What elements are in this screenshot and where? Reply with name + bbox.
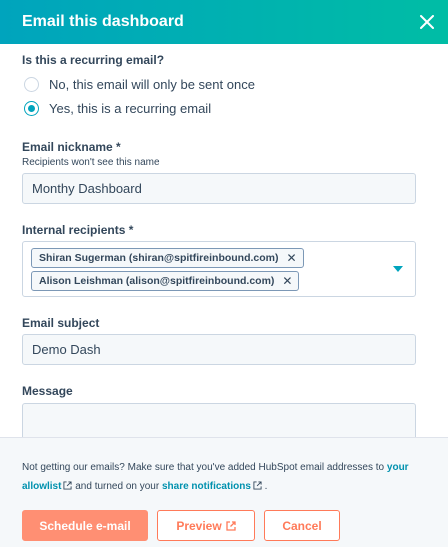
dialog-header — [0, 0, 448, 44]
dialog-footer — [0, 437, 448, 547]
external-link-icon — [253, 481, 262, 490]
nickname-input[interactable] — [22, 173, 416, 204]
notice-suffix: . — [261, 481, 268, 492]
preview-button[interactable] — [157, 510, 255, 541]
recipient-tag — [31, 248, 304, 268]
allowlist-link-label: your allowlist — [22, 462, 409, 492]
share-notifications-link[interactable] — [162, 481, 262, 492]
dialog-body — [0, 44, 448, 437]
message-textarea[interactable] — [22, 403, 416, 437]
notice-prefix: Not getting our emails? Make sure that you've added HubSpot email addresses to — [22, 462, 387, 473]
cancel-button[interactable]: Cancel — [264, 510, 340, 541]
radio-once-indicator[interactable] — [24, 77, 39, 92]
radio-recurring-indicator[interactable] — [24, 101, 39, 116]
recipient-tag-label: Alison Leishman (alison@spitfireinbound.com) — [39, 275, 275, 287]
remove-recipient-icon[interactable]: ✕ — [286, 251, 297, 265]
radio-once-label: No, this email will only be sent once — [49, 77, 255, 92]
external-link-icon — [226, 521, 236, 531]
nickname-help-text: Recipients won't see this name — [22, 157, 160, 168]
email-notice — [22, 458, 422, 496]
notice-middle: and turned on your — [72, 481, 162, 492]
message-label: Message — [22, 384, 73, 398]
radio-option-once[interactable] — [24, 77, 255, 92]
chevron-down-icon[interactable] — [393, 265, 403, 273]
nickname-label: Email nickname * — [22, 140, 121, 154]
preview-button-label: Preview — [176, 518, 222, 533]
subject-label: Email subject — [22, 316, 100, 330]
schedule-email-button[interactable]: Schedule e-mail — [22, 510, 148, 541]
remove-recipient-icon[interactable]: ✕ — [282, 274, 293, 288]
recipient-tag-label: Shiran Sugerman (shiran@spitfireinbound.com) — [39, 252, 279, 264]
close-button[interactable] — [416, 11, 438, 33]
close-icon — [420, 15, 434, 29]
dialog-title: Email this dashboard — [22, 13, 184, 30]
share-notifications-link-label: share notifications — [161, 481, 251, 492]
recipients-label: Internal recipients * — [22, 223, 134, 237]
recurring-question: Is this a recurring email? — [22, 53, 165, 67]
recipients-select[interactable] — [22, 241, 416, 297]
recipient-tag — [31, 271, 299, 291]
subject-input[interactable] — [22, 334, 416, 365]
radio-option-recurring[interactable] — [24, 101, 211, 116]
radio-recurring-label: Yes, this is a recurring email — [49, 101, 212, 116]
